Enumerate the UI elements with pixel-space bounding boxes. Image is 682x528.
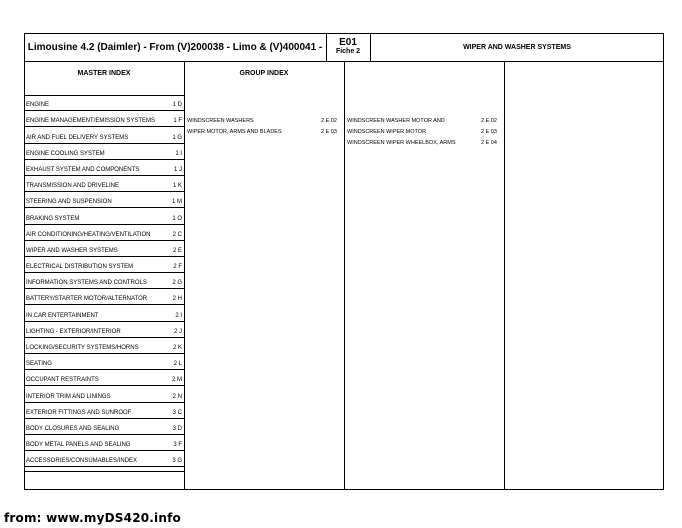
master-index-item-code: 2 E [172,247,182,254]
master-index-item-code: 2 L [173,361,182,368]
master-index-item-label: BODY METAL PANELS AND SEALING [26,442,131,449]
master-index-item[interactable] [24,192,185,208]
master-index-item[interactable] [24,176,185,192]
master-index-item-label: IN CAR ENTERTAINMENT [26,312,99,319]
master-index-item-code: 2 H [172,296,182,303]
fiche-code: E01 [339,37,357,48]
group-index-item[interactable] [187,118,343,124]
source-footer: from: www.myDS420.info [4,511,181,525]
master-index-item[interactable] [24,322,185,338]
master-index-item-label: ENGINE COOLING SYSTEM [26,150,105,157]
master-index-item-code: 2 N [172,393,182,400]
group-index-heading: GROUP INDEX [239,70,289,77]
sub-index-item-code: 2 E 04 [481,140,497,146]
master-index-item-code: 2 C [172,231,182,238]
group-index-item[interactable] [187,129,343,135]
document-title: Limousine 4.2 (Daimler) - From (V)200038 - Limo & (V)400041 - [27,42,323,53]
master-index-item-code: 2 I [175,312,182,319]
master-index-item[interactable] [24,160,185,176]
master-index-bottom-rule [24,471,184,472]
group-index-item-code: 2 E 02 [321,118,337,124]
sub-index-item[interactable] [347,129,503,135]
master-index-item-code: 1 O [172,215,182,222]
master-index-item-label: BODY CLOSURES AND SEALING [26,425,120,432]
sub-index-item-label: WINDSCREEN WASHER MOTOR AND [347,118,445,124]
master-index-item-label: EXHAUST SYSTEM AND COMPONENTS [26,166,140,173]
group-index-item-label: WIPER MOTOR, ARMS AND BLADES [187,129,282,135]
master-index-list [24,95,185,467]
master-index-item-label: BATTERY/STARTER MOTOR/ALTERNATOR [26,296,148,303]
master-index-item[interactable] [24,435,185,451]
master-index-item[interactable] [24,144,185,160]
master-index-item-label: ACCESSORIES/CONSUMABLES/INDEX [26,458,138,465]
master-index-item-label: WIPER AND WASHER SYSTEMS [26,247,118,254]
master-index-item[interactable] [24,225,185,241]
sub-index-item-label: WINDSCREEN WIPER MOTOR [347,129,427,135]
master-index-item-code: 3 G [172,458,182,465]
sub-index-item-label: WINDSCREEN WIPER WHEELBOX, ARMS [347,140,456,146]
master-index-item[interactable] [24,419,185,435]
master-index-item[interactable] [24,241,185,257]
master-index-item-code: 2 F [173,264,182,271]
master-index-item[interactable] [24,354,185,370]
master-index-item[interactable] [24,338,185,354]
master-index-item[interactable] [24,273,185,289]
master-index-item[interactable] [24,95,185,111]
master-index-item-code: 2 G [172,280,182,287]
master-index-item-label: INTERIOR TRIM AND LININGS [26,393,111,400]
master-index-item[interactable] [24,208,185,224]
master-index-item-label: LIGHTING - EXTERIOR/INTERIOR [26,328,121,335]
fiche-number: Fiche 2 [335,48,361,55]
master-index-item-label: INFORMATION SYSTEMS AND CONTROLS [26,280,147,287]
master-index-item-code: 2 J [173,328,182,335]
column-divider-group [344,62,345,490]
master-index-item[interactable] [24,386,185,402]
master-index-item-label: AIR AND FUEL DELIVERY SYSTEMS [26,134,129,141]
master-index-item[interactable] [24,403,185,419]
fiche-code-box [326,33,370,62]
master-index-item-code: 1 K [172,183,182,190]
master-index-item[interactable] [24,289,185,305]
group-index-item-label: WINDSCREEN WASHERS [187,118,254,124]
master-index-item[interactable] [24,111,185,127]
master-index-item[interactable] [24,305,185,321]
master-index-item-label: ENGINE [26,102,50,109]
group-index-item-code: 2 E 03 [321,129,337,135]
master-index-item-label: AIR CONDITIONING/HEATING/VENTILATION [26,231,151,238]
master-index-item-label: EXTERIOR FITTINGS AND SUNROOF [26,409,132,416]
master-index-item-code: 2 K [172,345,182,351]
master-index-item-label: TRANSMISSION AND DRIVELINE [26,183,120,190]
master-index-item-code: 1 G [172,134,182,141]
master-index-item-code: 1 J [173,166,182,173]
master-index-item-code: 1 I [175,150,182,157]
master-index-item-label: ENGINE MANAGEMENT/EMISSION SYSTEMS [26,118,156,125]
master-index-item-code: 3 D [172,425,182,432]
section-title: WIPER AND WASHER SYSTEMS [463,44,571,51]
master-index-item[interactable] [24,370,185,386]
sub-index-item[interactable] [347,140,503,146]
master-index-heading: MASTER INDEX [77,70,131,77]
master-index-item-label: STEERING AND SUSPENSION [26,199,112,206]
master-index-item-code: 1 D [172,102,182,109]
sub-index-item-code: 2 E 02 [481,118,497,124]
master-index-item-label: OCCUPANT RESTRAINTS [26,377,99,384]
master-index-item[interactable] [24,127,185,143]
master-index-item[interactable] [24,451,185,467]
master-index-item-code: 3 C [172,409,182,416]
sub-index-item[interactable] [347,118,503,124]
sub-index-item-code: 2 E 03 [481,129,497,135]
master-index-item-label: ELECTRICAL DISTRIBUTION SYSTEM [26,264,134,271]
column-divider-sub [504,62,505,490]
master-index-item-label: LOCKING/SECURITY SYSTEMS/HORNS [26,345,139,351]
master-index-item-code: 3 F [173,442,182,449]
master-index-item-code: 1 M [171,199,182,206]
master-index-item[interactable] [24,257,185,273]
master-index-item-code: 2 M [171,377,182,384]
master-index-item-label: SEATING [26,361,52,368]
master-index-item-code: 1 F [173,118,182,125]
master-index-item-label: BRAKING SYSTEM [26,215,80,222]
